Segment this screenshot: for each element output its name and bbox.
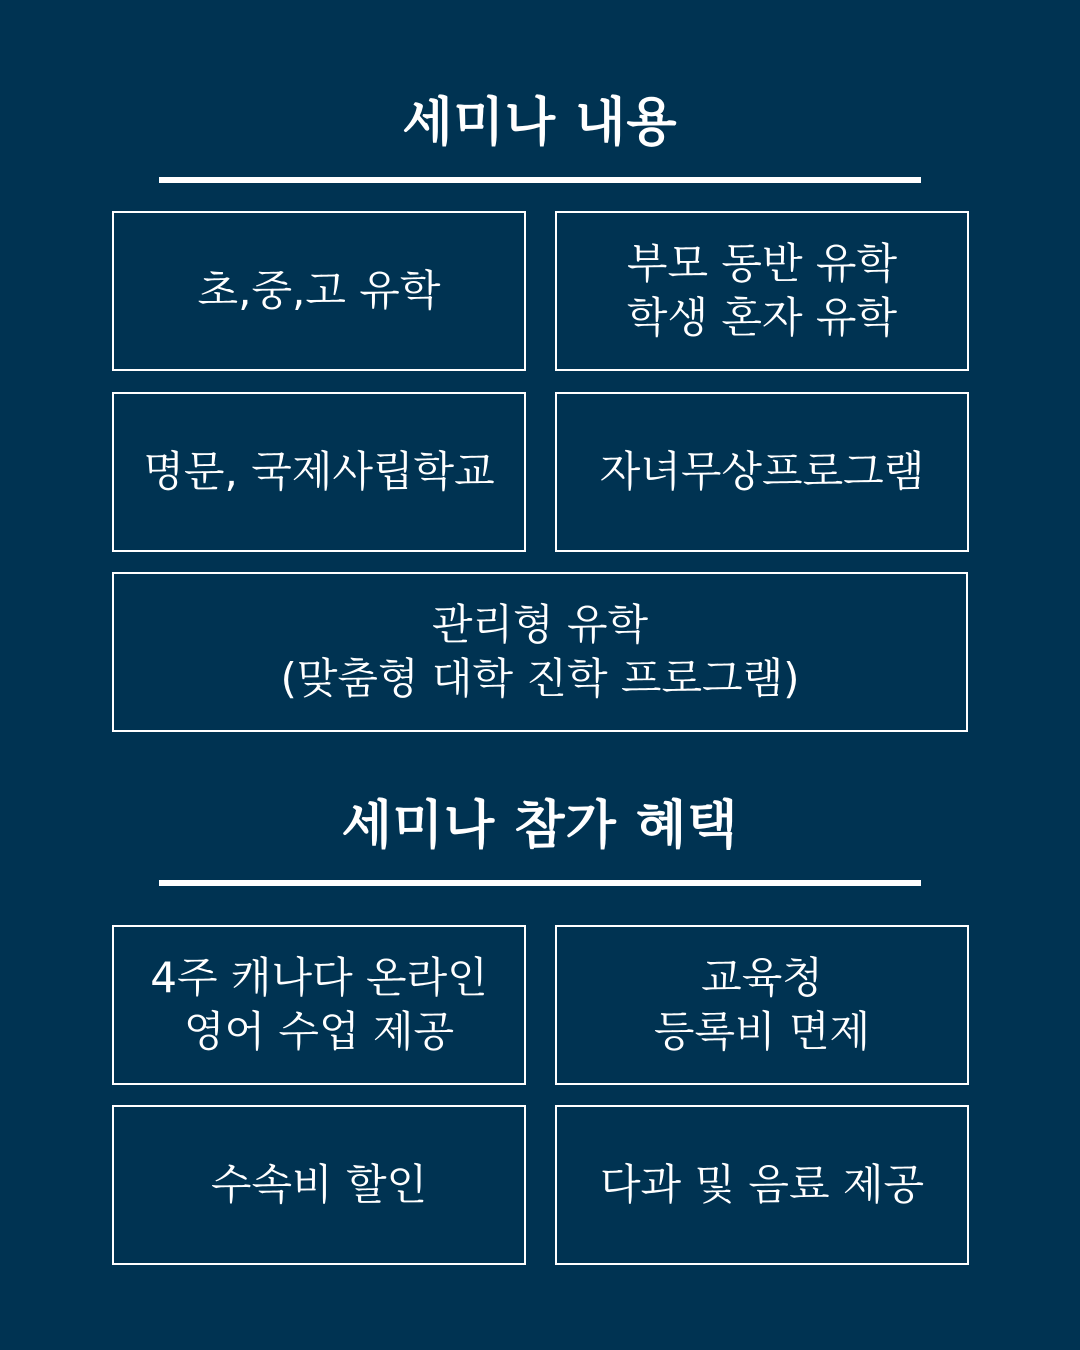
- card-text-line: 학생 혼자 유학: [626, 293, 898, 342]
- card-text-line: 부모 동반 유학: [626, 239, 898, 288]
- section-title-seminar-content: 세미나 내용: [402, 93, 678, 153]
- card-text-line: (맞춤형 대학 진학 프로그램): [280, 654, 800, 703]
- card-text-line: 초,중,고 유학: [197, 266, 441, 315]
- content-card-study-types: [555, 211, 969, 371]
- card-text-line: 자녀무상프로그램: [599, 447, 925, 496]
- content-card-free-program: [555, 392, 969, 552]
- card-text-line: 관리형 유학: [431, 600, 649, 649]
- benefit-card-fee-waiver: [555, 925, 969, 1085]
- content-card-managed-study: [112, 572, 968, 732]
- content-card-private-schools: [112, 392, 526, 552]
- card-text-line: 교육청: [701, 953, 823, 1002]
- benefit-card-refreshments: [555, 1105, 969, 1265]
- section-divider: [159, 880, 921, 886]
- benefit-card-processing-discount: [112, 1105, 526, 1265]
- card-text-line: 영어 수업 제공: [183, 1007, 455, 1056]
- content-card-school-levels: [112, 211, 526, 371]
- benefit-card-online-english: [112, 925, 526, 1085]
- section-divider: [159, 177, 921, 183]
- card-text-line: 4주 캐나다 온라인: [150, 953, 488, 1002]
- section-title-seminar-benefits: 세미나 참가 혜택: [341, 796, 739, 856]
- card-text-line: 수속비 할인: [210, 1160, 428, 1209]
- card-text-line: 등록비 면제: [653, 1007, 871, 1056]
- card-text-line: 다과 및 음료 제공: [599, 1160, 925, 1209]
- card-text-line: 명문, 국제사립학교: [143, 447, 495, 496]
